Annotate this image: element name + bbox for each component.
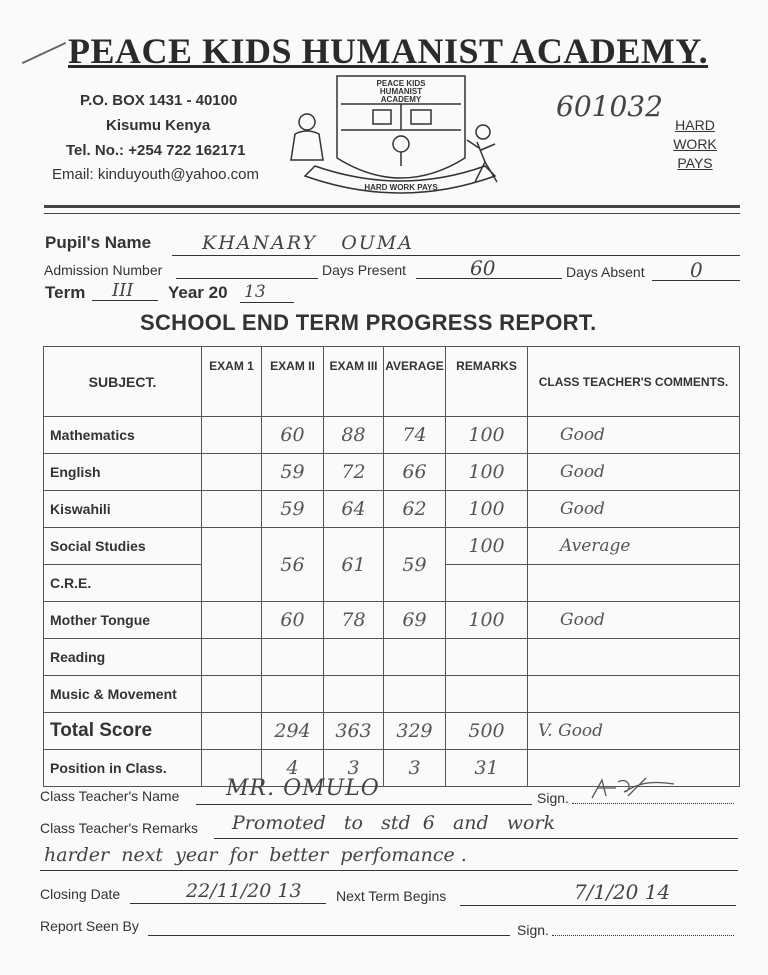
comment-cell: V. Good xyxy=(528,713,740,750)
table-row xyxy=(44,491,740,528)
header-rule xyxy=(44,205,740,208)
remarks-cell: 31 xyxy=(446,750,528,787)
sign-line-2 xyxy=(552,935,734,936)
comment-cell: Good xyxy=(528,454,740,491)
school-crest xyxy=(285,70,515,202)
year-value: 13 xyxy=(244,282,266,302)
exam2-cell xyxy=(262,676,324,713)
exam1-cell xyxy=(202,713,262,750)
exam3-cell: 64 xyxy=(324,491,384,528)
pupil-name-value: KHANARY OUMA xyxy=(202,232,414,254)
pupil-name-line xyxy=(172,255,740,256)
header-exam3: EXAM III xyxy=(324,347,384,417)
seen-by-line xyxy=(148,935,510,936)
exam3-merged-cell: 61 xyxy=(324,528,384,602)
average-cell: 62 xyxy=(384,491,446,528)
exam2-cell: 59 xyxy=(262,491,324,528)
days-absent-value: 0 xyxy=(690,258,703,282)
po-box: P.O. BOX 1431 - 40100 xyxy=(80,92,238,109)
exam1-cell xyxy=(202,417,262,454)
exam2-cell xyxy=(262,639,324,676)
remarks-cell: 100 xyxy=(446,454,528,491)
remarks-cell xyxy=(446,565,528,602)
header-exam1: EXAM 1 xyxy=(202,347,262,417)
exam2-cell: 4 xyxy=(262,750,324,787)
exam2-cell: 60 xyxy=(262,417,324,454)
sign-label-2: Sign. xyxy=(517,922,549,938)
average-cell: 66 xyxy=(384,454,446,491)
average-cell xyxy=(384,639,446,676)
exam2-merged-cell: 56 xyxy=(262,528,324,602)
year-line xyxy=(240,302,294,303)
closing-date-label: Closing Date xyxy=(40,886,121,902)
subject-cell: C.R.E. xyxy=(44,565,202,602)
comment-cell: Good xyxy=(528,602,740,639)
marks-table xyxy=(43,346,740,787)
closing-date-value: 22/11/20 13 xyxy=(186,880,302,902)
table-row xyxy=(44,417,740,454)
exam1-cell xyxy=(202,639,262,676)
comment-cell xyxy=(528,676,740,713)
exam1-cell xyxy=(202,491,262,528)
admission-line xyxy=(176,278,318,279)
exam1-cell xyxy=(202,528,262,602)
school-name: PEACE KIDS HUMANIST ACADEMY. xyxy=(68,31,709,71)
exam3-cell: 72 xyxy=(324,454,384,491)
exam3-cell: 78 xyxy=(324,602,384,639)
comment-cell: Good xyxy=(528,491,740,528)
comment-cell: Good xyxy=(528,417,740,454)
comment-cell xyxy=(528,639,740,676)
header-comments: CLASS TEACHER'S COMMENTS. xyxy=(528,347,740,417)
subject-cell: Social Studies xyxy=(44,528,202,565)
term-value: III xyxy=(112,280,134,301)
remarks-cell: 500 xyxy=(446,713,528,750)
exam3-cell: 88 xyxy=(324,417,384,454)
table-row xyxy=(44,639,740,676)
remarks-cell: 100 xyxy=(446,491,528,528)
exam1-cell xyxy=(202,602,262,639)
table-header-row xyxy=(44,347,740,417)
header-average: AVERAGE xyxy=(384,347,446,417)
subject-cell: Reading xyxy=(44,639,202,676)
remarks-cell xyxy=(446,676,528,713)
teacher-remarks-line1: Promoted to std 6 and work xyxy=(232,812,556,834)
remarks-cell xyxy=(446,639,528,676)
remarks-line-1 xyxy=(214,838,738,839)
average-cell: 329 xyxy=(384,713,446,750)
table-row xyxy=(44,713,740,750)
report-title: SCHOOL END TERM PROGRESS REPORT. xyxy=(140,310,597,335)
exam3-cell: 363 xyxy=(324,713,384,750)
city: Kisumu Kenya xyxy=(106,117,211,134)
telephone: Tel. No.: +254 722 162171 xyxy=(66,142,246,159)
average-cell: 3 xyxy=(384,750,446,787)
exam1-cell xyxy=(202,454,262,491)
exam3-cell: 3 xyxy=(324,750,384,787)
motto-word: WORK xyxy=(673,136,717,152)
subject-cell: Position in Class. xyxy=(44,750,202,787)
closing-date-line xyxy=(130,903,326,904)
term-label: Term xyxy=(45,283,86,302)
teacher-name-value: MR. OMULO xyxy=(226,776,380,801)
remarks-line-2 xyxy=(40,870,738,871)
next-term-line xyxy=(460,905,736,906)
admission-label: Admission Number xyxy=(44,262,163,278)
motto xyxy=(666,116,724,173)
days-absent-label: Days Absent xyxy=(566,264,645,280)
exam3-cell xyxy=(324,676,384,713)
header-rule xyxy=(44,213,740,214)
exam2-cell: 294 xyxy=(262,713,324,750)
average-cell: 74 xyxy=(384,417,446,454)
table-row xyxy=(44,454,740,491)
header-remarks: REMARKS xyxy=(446,347,528,417)
crest-mid-text: HUMANIST xyxy=(379,87,423,96)
crest-top-text: PEACE KIDS xyxy=(376,79,426,88)
motto-word: PAYS xyxy=(677,155,713,171)
header-subject: SUBJECT. xyxy=(44,347,202,417)
subject-cell: Kiswahili xyxy=(44,491,202,528)
table-row xyxy=(44,602,740,639)
average-cell xyxy=(384,676,446,713)
header-exam2: EXAM II xyxy=(262,347,324,417)
comment-cell xyxy=(528,565,740,602)
exam3-cell xyxy=(324,639,384,676)
subject-cell: Music & Movement xyxy=(44,676,202,713)
teacher-signature xyxy=(588,774,678,804)
next-term-label: Next Term Begins xyxy=(336,888,447,904)
crest-banner-text: HARD WORK PAYS xyxy=(364,183,438,192)
crest-low-text: ACADEMY xyxy=(380,95,422,104)
sign-label: Sign. xyxy=(537,790,569,806)
subject-cell: Mathematics xyxy=(44,417,202,454)
teacher-remarks-line2: harder next year for better perfomance . xyxy=(44,844,467,866)
average-cell: 69 xyxy=(384,602,446,639)
email: Email: kinduyouth@yahoo.com xyxy=(52,166,259,183)
exam2-cell: 59 xyxy=(262,454,324,491)
teacher-name-line xyxy=(196,804,532,805)
motto-word: HARD xyxy=(675,117,715,133)
table-row xyxy=(44,676,740,713)
teacher-remarks-label: Class Teacher's Remarks xyxy=(40,820,199,836)
exam2-cell: 60 xyxy=(262,602,324,639)
remarks-cell: 100 xyxy=(446,602,528,639)
year-label: Year 20 xyxy=(168,283,228,302)
exam1-cell xyxy=(202,676,262,713)
remarks-cell: 100 xyxy=(446,417,528,454)
average-merged-cell: 59 xyxy=(384,528,446,602)
days-present-label: Days Present xyxy=(322,262,407,278)
days-present-value: 60 xyxy=(470,256,496,280)
comment-cell: Average xyxy=(528,528,740,565)
subject-cell: English xyxy=(44,454,202,491)
subject-cell: Total Score xyxy=(44,713,202,750)
next-term-value: 7/1/20 14 xyxy=(574,880,671,904)
subject-cell: Mother Tongue xyxy=(44,602,202,639)
pen-stroke xyxy=(22,42,66,64)
reference-number: 601032 xyxy=(556,90,663,123)
pupil-name-label: Pupil's Name xyxy=(45,233,152,252)
report-seen-by-label: Report Seen By xyxy=(40,918,139,934)
table-row xyxy=(44,528,740,565)
remarks-cell: 100 xyxy=(446,528,528,565)
teacher-name-label: Class Teacher's Name xyxy=(40,788,180,804)
